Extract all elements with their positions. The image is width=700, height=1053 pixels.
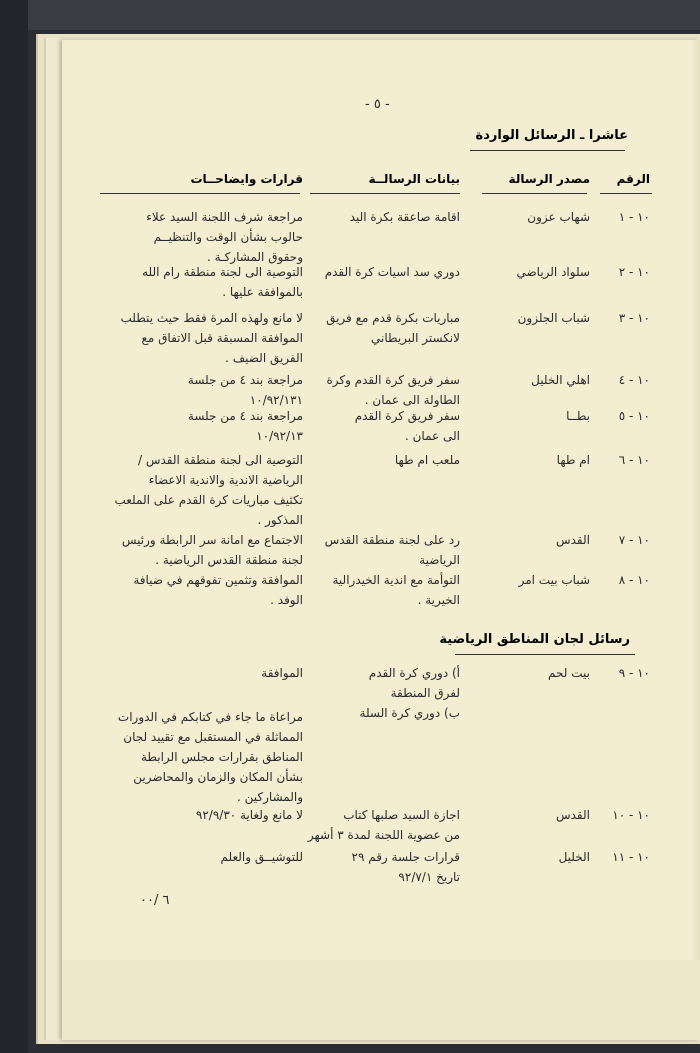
region-row-statement-line: من عضوية اللجنة لمدة ٣ أشهر xyxy=(307,828,460,842)
header-source: مصدر الرسالة xyxy=(508,172,590,186)
row-source: ام طها xyxy=(556,453,590,467)
row-decision-line: الفريق الضيف . xyxy=(225,351,303,365)
row-statement-line: اقامة صاعقة بكرة اليد xyxy=(349,210,460,224)
row-number: ١٠ - ٣ xyxy=(618,311,650,325)
row-decision-line: الموافقة المسبقة قبل الاتفاق مع xyxy=(141,331,303,345)
row-decision-line: وحقوق المشاركـة . xyxy=(207,250,303,264)
region-row-decision-line: للتوشيــق والعلم xyxy=(220,850,303,864)
row-decision-line: الموافقة وتثمين تفوقهم في ضيافة xyxy=(133,573,303,587)
section-title: عاشرا ـ الرسائل الواردة xyxy=(475,128,628,143)
region-row-number: ١٠ - ١٠ xyxy=(612,808,650,822)
row-source: شهاب عزون xyxy=(527,210,590,224)
row-statement-line: ملعب ام طها xyxy=(394,453,460,467)
row-decision-line: لا مانع ولهذه المرة فقط حيث يتطلب xyxy=(120,311,303,325)
page-number: - ٥ - xyxy=(365,97,390,112)
row-number: ١٠ - ٨ xyxy=(618,573,650,587)
row-statement-line: سفر فريق كرة القدم وكرة xyxy=(326,373,460,387)
page-edge xyxy=(690,40,700,1040)
row-source: سلواد الرياضي xyxy=(516,265,590,279)
header-number: الرقم xyxy=(616,172,650,186)
row-statement-line: دوري سد اسيات كرة القدم xyxy=(324,265,460,279)
row-decision-line: ١٠/٩٢/١٣١ xyxy=(249,393,303,407)
region-row-number: ١٠ - ١١ xyxy=(612,850,650,864)
region-row-statement-line: اجازة السيد صلبها كتاب xyxy=(343,808,460,822)
row-source: شباب بيت امر xyxy=(518,573,590,587)
row-decision-line: المذكور . xyxy=(257,513,303,527)
region-row-statement-line: لفرق المنطقة xyxy=(390,686,460,700)
region-row-decision-line: والمشاركين . xyxy=(237,790,303,804)
row-statement-line: رد على لجنة منطقة القدس xyxy=(324,533,460,547)
region-row-statement-line: تاريخ ٩٢/٧/١ xyxy=(398,870,460,884)
row-decision-line: مراجعة بند ٤ من جلسة xyxy=(187,409,303,423)
header-statement: بيانات الرسالــة xyxy=(368,172,460,186)
row-decision-line: التوصية الى لجنة منطقة رام الله xyxy=(142,265,303,279)
region-row-source: القدس xyxy=(555,808,590,822)
row-number: ١٠ - ٥ xyxy=(618,409,650,423)
region-row-source: بيت لحم xyxy=(548,666,590,680)
region-row-statement-line: قرارات جلسة رقم ٢٩ xyxy=(351,850,460,864)
row-decision-line: الوفد . xyxy=(270,593,303,607)
row-decision-line: لجنة منطقة القدس الرياضية . xyxy=(155,553,303,567)
region-row-decision-line: بشأن المكان والزمان والمحاضرين xyxy=(133,770,303,784)
row-decision-line: ١٠/٩٢/١٣ xyxy=(256,429,303,443)
row-source: بطــا xyxy=(566,409,590,423)
row-decision-line: مراجعة شرف اللجنة السيد علاء xyxy=(146,210,303,224)
region-row-decision-line: المناطق بقرارات مجلس الرابطة xyxy=(140,750,303,764)
header-number-rule xyxy=(600,193,652,194)
header-decision-rule xyxy=(100,193,300,194)
region-row-decision-line: مراعاة ما جاء في كتابكم في الدورات xyxy=(117,710,303,724)
row-statement-line: الطاولة الى عمان . xyxy=(364,393,460,407)
header-statement-rule xyxy=(310,193,460,194)
region-row-decision-line: لا مانع ولغاية ٩٢/٩/٣٠ xyxy=(195,808,303,822)
row-statement-line: لانكستر البريطاني xyxy=(371,331,460,345)
header-decision: قرارات وايضاحــات xyxy=(190,172,303,186)
row-source: شباب الجلزون xyxy=(517,311,590,325)
row-decision-line: التوصية الى لجنة منطقة القدس / xyxy=(137,453,303,467)
row-statement-line: الرياضية xyxy=(419,553,460,567)
region-row-statement-line: ب) دوري كرة السلة xyxy=(359,706,460,720)
row-number: ١٠ - ٢ xyxy=(618,265,650,279)
row-statement-line: الخيرية . xyxy=(417,593,460,607)
row-decision-line: بالموافقة عليها . xyxy=(222,285,303,299)
binder-top xyxy=(0,0,700,30)
row-statement-line: مباريات بكرة قدم مع فريق xyxy=(326,311,460,325)
row-source: اهلي الخليل xyxy=(531,373,590,387)
row-number: ١٠ - ٦ xyxy=(618,453,650,467)
row-number: ١٠ - ٤ xyxy=(618,373,650,387)
region-row-statement-line: أ) دوري كرة القدم xyxy=(368,666,460,680)
footer-note: ٦ /٠٠ xyxy=(140,893,170,908)
row-statement-line: سفر فريق كرة القدم xyxy=(354,409,460,423)
row-source: القدس xyxy=(555,533,590,547)
row-statement-line: الى عمان . xyxy=(404,429,460,443)
region-row-source: الخليل xyxy=(558,850,590,864)
row-decision-line: حالوب بشأن الوقت والتنظيــم xyxy=(153,230,303,244)
region-row-number: ١٠ - ٩ xyxy=(618,666,650,680)
subsection-title: رسائل لجان المناطق الرياضية xyxy=(439,632,630,647)
row-decision-line: الرياضية الاندية والاندية الاعضاء xyxy=(148,473,303,487)
page-bottom-margin xyxy=(62,960,700,1040)
row-statement-line: التوأمة مع اندية الخيدرالية xyxy=(332,573,460,587)
row-number: ١٠ - ١ xyxy=(618,210,650,224)
row-number: ١٠ - ٧ xyxy=(618,533,650,547)
header-source-rule xyxy=(482,193,587,194)
subsection-underline xyxy=(455,654,635,655)
title-underline xyxy=(470,150,625,151)
region-row-decision-line: الموافقة xyxy=(261,666,303,680)
row-decision-line: تكثيف مباريات كرة القدم على الملعب xyxy=(114,493,303,507)
region-row-decision-line: المماثلة في المستقبل مع تقييد لجان xyxy=(123,730,303,744)
binder-spine xyxy=(0,0,28,1053)
row-decision-line: الاجتماع مع امانة سر الرابطة ورئيس xyxy=(121,533,303,547)
row-decision-line: مراجعة بند ٤ من جلسة xyxy=(187,373,303,387)
